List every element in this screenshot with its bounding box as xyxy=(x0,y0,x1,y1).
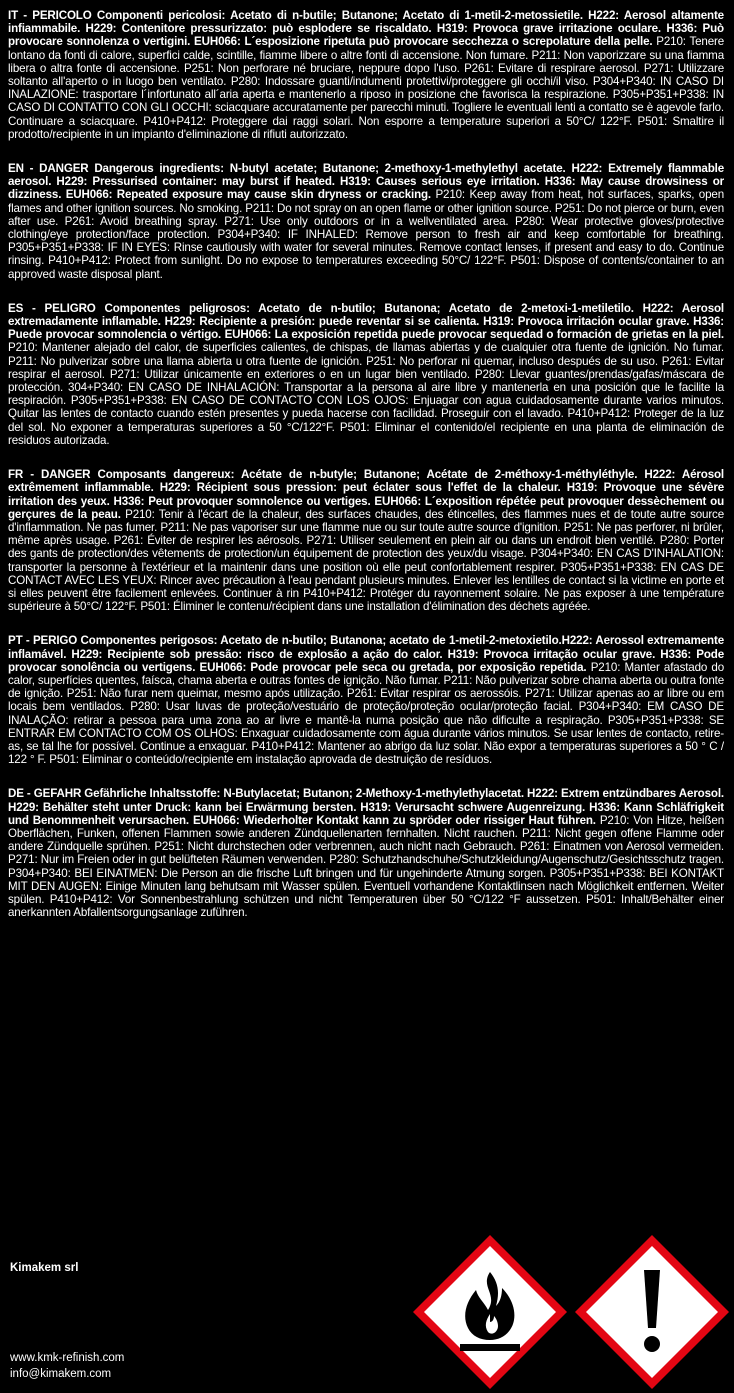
section-en-hazards: EN - DANGER Dangerous ingredients: N-butyl acetate; Butanone; 2-methoxy-1-methylethyl acetate. H222: Extremely flammable aerosol. H229: Pressurised container: may burst if heated. H319: Causes serious eye irritation. H336: May cause drowsiness or dizziness. EUH066: Repeated exposure may cause skin dryness or cracking. xyxy=(8,162,724,202)
section-fr-precautions: P210: Tenir à l'écart de la chaleur, des surfaces chaudes, des étincelles, des flammes nues et de toute autre source d'inflammation. Ne pas fumer. P211: Ne pas vaporiser sur une flamme nue ou sur toute autre source d'ignition. P251: Ne pas perforer, ni brûler, même après usage. P261: Éviter de respirer les aérosols. P271: Utiliser seulement en plein air ou dans un endroit bien ventilé. P280: Porter des gants de protection/des vêtements de protection/un équipement de protection des yeux/du visage. P304+P340: EN CAS D'INHALATION: transporter la personne à l'extérieur et la maintenir dans une position où elle peut confortablement respirer. P305+P351+P338: EN CAS DE CONTACT AVEC LES YEUX: Rincer avec précaution à l'eau pendant plusieurs minutes. Enlever les lentilles de contact si la victime en porte et si elles peuvent être facilement enlevées. Continuer à rin P410+P412: Protéger du rayonnement solaire. Ne pas exposer à une température supérieure à 50°C/ 122°F. P501: Éliminer le contenu/récipient dans une installation d'élimination des déchets agréée. xyxy=(8,507,725,614)
section-de-hazards: DE - GEFAHR Gefährliche Inhaltsstoffe: N-Butylacetat; Butanon; 2-Methoxy-1-methylethylacetat. H222: Extrem entzündbares Aerosol. H229: Behälter steht unter Druck: kann bei Erwärmung bersten. H319: Verursacht schwere Augenreizung. H336: Kann Schläfrigkeit und Benommenheit verursachen. EUH066: Wiederholter Kontakt kann zu spröder oder rissiger Haut führen. xyxy=(8,787,724,827)
contact-info xyxy=(10,1350,124,1382)
section-es-hazards: ES - PELIGRO Componentes peligrosos: Acetato de n-butilo; Butanona; Acetato de 2-metoxi-1-metiletilo. H222: Aerosol extremadamente inflamable. H229: Recipiente a presión: puede reventar si se calienta. H319: Provoca irritación ocular grave. H336: Puede provocar somnolencia o vértigo. EUH066: La exposición repetida puede provocar sequedad o formación de grietas en la piel. xyxy=(8,301,724,342)
flame-icon xyxy=(410,1232,570,1392)
exclamation-mark-icon xyxy=(572,1232,732,1392)
section-es-precautions: P210: Mantener alejado del calor, de superficies calientes, de chispas, de llamas abiertas y de cualquier otra fuente de ignición. No fumar. P211: No pulverizar sobre una llama abierta u otra fuente de ignición. P251: No perforar ni quemar, incluso después de su uso. P261: Evitar respirar el aerosol. P271: Utilizar únicamente en exteriores o en un lugar bien ventilado. P280: Llevar guantes/prendas/gafas/máscara de protección. 304+P340: EN CASO DE INHALACIÓN: Transportar a la persona al aire libre y mantenerla en una posición que le facilite la respiración. P305+P351+P338: EN CASO DE CONTACTO CON LOS OJOS: Enjuagar con agua cuidadosamente durante varios minutos. Quitar las lentes de contacto cuando estén presentes y pueda hacerse con facilidad. Proseguir con el lavado. P410+P412: Proteger de la luz del sol. No exponer a temperaturas superiores a 50 °C/122°F. P501: Eliminar el contenido/el recipiente en una planta de eliminación de residuos autorizada. xyxy=(8,341,724,447)
section-fr-hazards: FR - DANGER Composants dangereux: Acétate de n-butyle; Butanone; Acétate de 2-méthoxy-1-méthyléthyle. H222: Aérosol extrêmement inflammable. H229: Récipient sous pression: peut éclater sous l'effet de la chaleur. H319: Provoque une sévère irritation des yeux. H336: Peut provoquer somnolence ou vertiges. EUH066: L´exposition répétée peut provoquer dessèchement ou gerçures de la peau. xyxy=(8,468,724,521)
section-de-precautions: P210: Von Hitze, heißen Oberflächen, Funken, offenen Flammen sowie anderen Zündquellenarten fernhalten. Nicht rauchen. P211: Nicht gegen offene Flamme oder andere Zündquelle sprühen. P251: Nicht durchstechen oder verbrennen, auch nicht nach Gebrauch. P261: Einatmen von Aerosol vermeiden. P271: Nur im Freien oder in gut belüfteten Räumen verwenden. P280: Schutzhandschuhe/Schutzkleidung/Augenschutz/Gesichtsschutz tragen. P304+P340: BEI EINATMEN: Die Person an die frische Luft bringen und für ungehinderte Atmung sorgen. P305+P351+P338: BEI KONTAKT MIT DEN AUGEN: Einige Minuten lang behutsam mit Wasser spülen. Eventuell vorhandene Kontaktlinsen nach Möglichkeit entfernen. Weiter spülen. P410+P412: Vor Sonnenbestrahlung schützen und nicht Temperaturen über 50 °C/122 °F aussetzen. P501: Inhalt/Behälter einer anerkannten Abfallentsorgungsanlage zuführen. xyxy=(8,813,725,920)
section-pt-hazards: PT - PERIGO Componentes perigosos: Acetato de n-butilo; Butanona; acetato de 1-metil-2-metoxietilo.H222: Aerossol extremamente inflamável. H229: Recipiente sob pressão: risco de explosão a ação do calor. H319: Provoca irritação ocular grave. H336: Pode provocar sonolência ou vertigens. EUH066: Pode provocar pele seca ou gretada, por exposição repetida. xyxy=(8,634,724,674)
section-pt-precautions: P210: Manter afastado do calor, superfícies quentes, faísca, chama aberta e outras fontes de ignição. Não fumar. P211: Não pulverizar sobre chama aberta ou outra fonte de ignição. P251: Não furar nem queimar, mesmo após utilização. P261: Evitar respirar os aerossóis. P271: Utilizar apenas ao ar libre ou em locais bem ventilados. P280: Usar luvas de proteção/vestuário de proteção/proteção ocular/proteção facial. P304+P340: EM CASO DE INALAÇÃO: retirar a pessoa para uma zona ao ar livre e mantê-la numa posição que não dificulte a respiração. P305+P351+P338: SE ENTRAR EM CONTACTO COM OS OLHOS: Enxaguar cuidadosamente com água durante vários minutos. Se usar lentes de contacto, retire-as, se tal lhe for possível. Continue a enxaguar. P410+P412: Mantener ao abrigo da luz solar. Não expor a temperaturas superiores a 50 ° C / 122 ° F. P501: Eliminar o conteúdo/recipiente em instalação aprovada de destruição de resíduos. xyxy=(8,660,725,767)
section-es xyxy=(8,302,724,447)
section-it-precautions: P210: Tenere lontano da fonti di calore, superfici calde, scintille, fiamme libere o altre fonti di accensione. Non fumare. P211: Non vaporizzare su una fiamma libera o altra fonte di accensione. P251: Non perforare né bruciare, neppure dopo l'uso. P261: Evitare di respirare aerosol. P271: Utilizzare soltanto all'aperto o in luogo ben ventilato. P280: Indossare guanti/indumenti protettivi/proteggere gli occhi/il viso. P304+P340: IN CASO DI INALAZIONE: trasportare l´infortunato all´aria aperta e mantenerlo a riposo in posizione che favorisca la respirazione. P305+P351+P338: IN CASO DI CONTATTO CON GLI OCCHI: sciacquare accuratamente per parecchi minuti. Togliere le eventuali lenti a contatto se è agevole farlo. Continuare a sciacquare. P410+P412: Proteggere dai raggi solari. Non esporre a temperature superiori a 50°C/ 122°F. P501: Smaltire il prodotto/recipiente in un impianto d'eliminazione di rifiuti autorizzato. xyxy=(8,35,724,141)
section-it-hazards: IT - PERICOLO Componenti pericolosi: Acetato di n-butile; Butanone; Acetato di 1-metil-2-metossietile. H222: Aerosol altamente infiammabile. H229: Contenitore pressurizzato: può esplodere se riscaldato. H319: Provoca grave irritazione oculare. H336: Può provocare sonnolenza o vertigini. EUH066: L´esposizione ripetuta può provocare secchezza o screpolature della pelle. xyxy=(8,9,724,49)
company-name: Kimakem srl xyxy=(10,1262,79,1274)
ghs-pictograms xyxy=(410,1232,730,1392)
section-en-precautions: P210: Keep away from heat, hot surfaces, sparks, open flames and other ignition sources. No smoking. P211: Do not spray on an open flame or other ignition source. P251: Do not pierce or burn, even after use. P261: Avoid breathing spray. P271: Use only outdoors or in a wellventilated area. P280: Wear protective gloves/protective clothing/eye protection/face protection. P304+P340: IF INHALED: Remove person to fresh air and keep comfortable for breathing. P305+P351+P338: IF IN EYES: Rinse cautiously with water for several minutes. Remove contact lenses, if present and easy to do. Continue rinsing. P410+P412: Protect from sunlight. Do no expose to temperatures exceeding 50°C/ 122°F. P501: Dispose of contents/container to an approved waste disposal plant. xyxy=(8,188,724,281)
section-en xyxy=(8,162,724,281)
website-link[interactable]: www.kmk-refinish.com xyxy=(10,1352,125,1364)
section-de xyxy=(8,787,724,919)
section-pt xyxy=(8,634,724,766)
section-it xyxy=(8,9,724,141)
section-fr xyxy=(8,468,724,613)
email-link[interactable]: info@kimakem.com xyxy=(10,1368,112,1380)
